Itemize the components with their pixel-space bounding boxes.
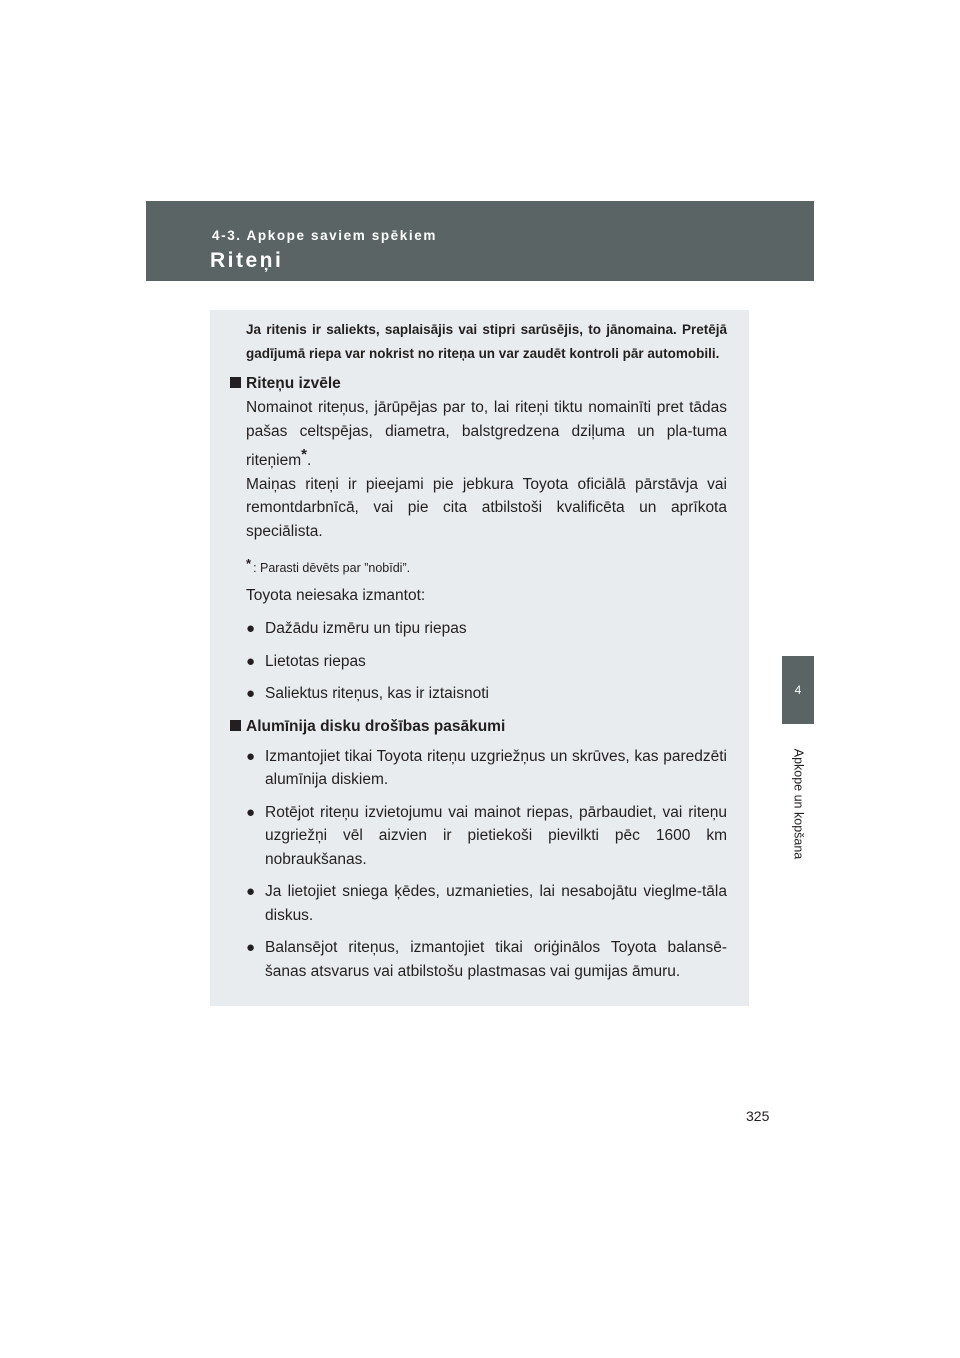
list-item	[246, 745, 727, 792]
paragraph-text: Nomainot riteņus, jārūpējas par to, lai riteņi tiktu nomainīti pret tādas pašas celtspējas, diametra, balstgredzena dziļuma un pla-tuma riteņiem	[246, 399, 727, 469]
list-item-text: Izmantojiet tikai Toyota riteņu uzgriežņus un skrūves, kas paredzēti alumīnija diskiem.	[265, 747, 727, 788]
chapter-label: Apkope un kopšana	[791, 748, 806, 860]
paragraph-wheel-availability: Maiņas riteņi ir pieejami pie jebkura Toyota oficiālā pārstāvja vai remontdarbnīcā, vai pie cita atbilstoši kvalificēta un aprīkota speciālista.	[246, 475, 727, 540]
page-header	[146, 201, 814, 281]
list-item	[246, 936, 727, 983]
caution-box	[210, 310, 749, 1006]
chapter-number: 4	[794, 683, 802, 697]
paragraph-end: .	[306, 452, 312, 469]
square-bullet-icon	[230, 720, 241, 731]
bullet-dot-icon: ●	[246, 747, 256, 765]
list-item	[246, 650, 727, 674]
list-item-text: Ja lietojiet sniega ķēdes, uzmanieties, lai nesabojātu vieglme-tāla diskus.	[265, 883, 727, 924]
paragraph-wheel-replacement	[246, 396, 727, 473]
list-item-text: Rotējot riteņu izvietojumu vai mainot riepas, pārbaudiet, vai riteņu uzgriežņi vēl aizvien ir pietiekoši pievilkti pēc 1600 km nobraukšanas.	[265, 803, 727, 868]
list-item	[246, 801, 727, 872]
bullet-dot-icon: ●	[246, 685, 256, 702]
section-title-alloy-precautions	[230, 715, 727, 739]
footnote-marker: *	[301, 446, 307, 463]
page-number: 325	[746, 1108, 770, 1124]
bullet-dot-icon: ●	[246, 620, 256, 637]
intro-warning: Ja ritenis ir saliekts, saplaisājis vai stipri sarūsējis, to jānomaina. Pretējā gadījumā riepa var nokrist no riteņa un var zaudēt kontroli pār automobili.	[246, 322, 727, 361]
section-label: 4-3. Apkope saviem spēkiem	[212, 228, 437, 243]
section-title-wheel-selection	[230, 372, 727, 396]
list-item-text: Saliektus riteņus, kas ir iztaisnoti	[265, 685, 489, 702]
footnote-text: : Parasti dēvēts par ”nobīdi”.	[253, 561, 411, 575]
page-title: Riteņi	[210, 249, 284, 272]
not-recommended-lead: Toyota neiesaka izmantot:	[246, 587, 426, 604]
list-item	[246, 617, 727, 641]
footnote	[246, 554, 727, 578]
square-bullet-icon	[230, 377, 241, 388]
list-item-text: Dažādu izmēru un tipu riepas	[265, 620, 467, 637]
section-title-text: Riteņu izvēle	[246, 375, 341, 392]
section-title-text: Alumīnija disku drošības pasākumi	[246, 717, 506, 735]
list-item-text: Balansējot riteņus, izmantojiet tikai oriģinālos Toyota balansē-šanas atsvarus vai atbilstošu plastmasas vai gumijas āmuru.	[265, 939, 727, 980]
list-item-text: Lietotas riepas	[265, 652, 366, 670]
list-item	[246, 880, 727, 927]
bullet-dot-icon: ●	[246, 939, 256, 956]
footnote-star: *	[246, 556, 252, 571]
chapter-tab	[782, 656, 814, 724]
chapter-side-label	[773, 734, 823, 874]
bullet-dot-icon: ●	[246, 652, 256, 670]
bullet-dot-icon: ●	[246, 883, 256, 900]
list-item	[246, 682, 727, 706]
bullet-dot-icon: ●	[246, 803, 256, 821]
